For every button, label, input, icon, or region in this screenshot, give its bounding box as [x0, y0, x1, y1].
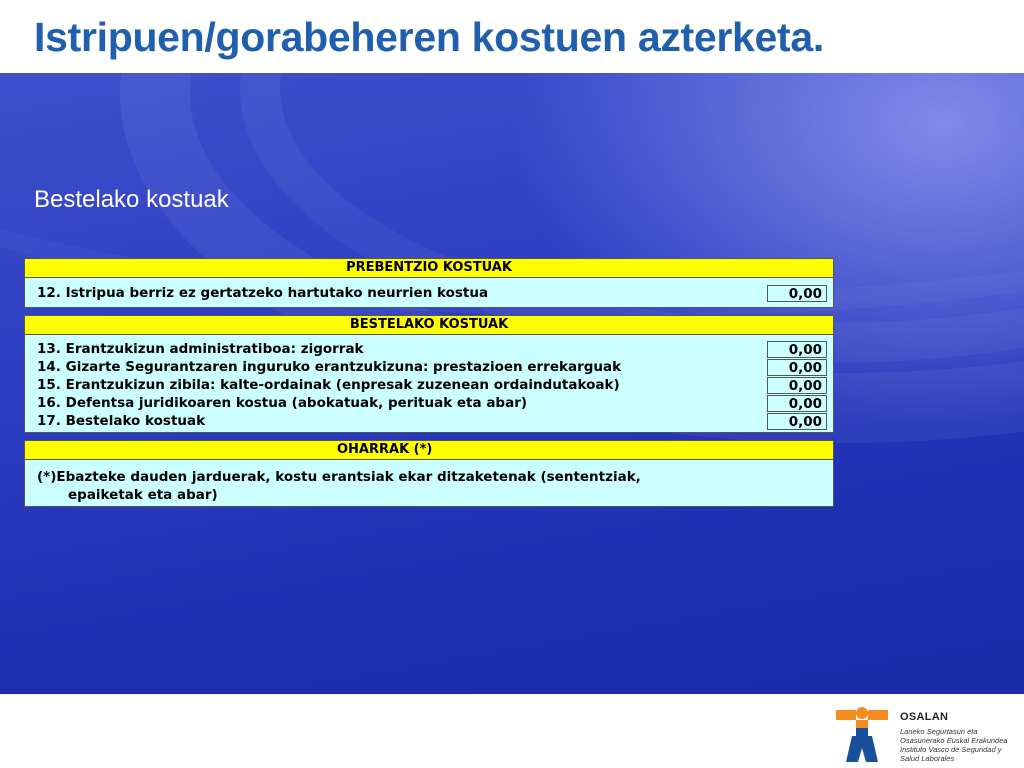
row-label: 15. Erantzukizun zibila: kalte-ordainak (enpresak zuzenean ordaindutakoak)	[37, 377, 620, 393]
prevention-costs-section	[24, 278, 834, 308]
table-row	[25, 376, 833, 394]
notes-header	[24, 440, 834, 460]
osalan-logo-icon	[836, 704, 888, 762]
row-label: 16. Defentsa juridikoaren kostua (abokatuak, perituak eta abar)	[37, 395, 528, 411]
table-row	[25, 284, 833, 302]
row-value: 0,00	[767, 359, 827, 376]
row-value: 0,00	[767, 395, 827, 412]
organization-line: Salud Laborales	[900, 754, 955, 763]
organization-line: Osasunerako Euskal Erakundea	[900, 736, 1008, 745]
organization-line: Instituto Vasco de Seguridad y	[900, 745, 1002, 754]
notes-header-label: OHARRAK (*)	[337, 442, 433, 457]
prevention-costs-header: PREBENTZIO KOSTUAK	[24, 258, 834, 278]
other-costs-header: BESTELAKO KOSTUAK	[24, 315, 834, 335]
notes-line: (*)Ebazteke dauden jarduerak, kostu erantsiak ekar ditzaketenak (sententziak,	[37, 469, 641, 485]
table-row	[25, 340, 833, 358]
notes-line: epaiketak eta abar)	[68, 487, 218, 503]
organization-line: Laneko Segurtasun eta	[900, 727, 978, 736]
other-costs-section	[24, 335, 834, 433]
table-row	[25, 394, 833, 412]
row-label: 17. Bestelako kostuak	[37, 413, 206, 429]
cost-table	[24, 258, 834, 507]
organization-info	[900, 711, 1008, 763]
slide-subtitle: Bestelako kostuak	[34, 186, 229, 213]
row-value: 0,00	[767, 377, 827, 394]
row-label: 13. Erantzukizun administratiboa: zigorrak	[37, 341, 364, 357]
notes-section	[24, 460, 834, 507]
notes-text	[25, 460, 833, 506]
organization-name: OSALAN	[900, 711, 949, 723]
row-label: 14. Gizarte Segurantzaren inguruko erantzukizuna: prestazioen errekarguak	[37, 359, 622, 375]
table-row	[25, 358, 833, 376]
table-row	[25, 412, 833, 430]
slide-title: Istripuen/gorabeheren kostuen azterketa.	[34, 14, 825, 60]
row-label: 12. Istripua berriz ez gertatzeko hartutako neurrien kostua	[37, 285, 489, 301]
slide-background	[0, 73, 1024, 694]
row-value: 0,00	[767, 413, 827, 430]
row-value: 0,00	[767, 285, 827, 302]
row-value: 0,00	[767, 341, 827, 358]
